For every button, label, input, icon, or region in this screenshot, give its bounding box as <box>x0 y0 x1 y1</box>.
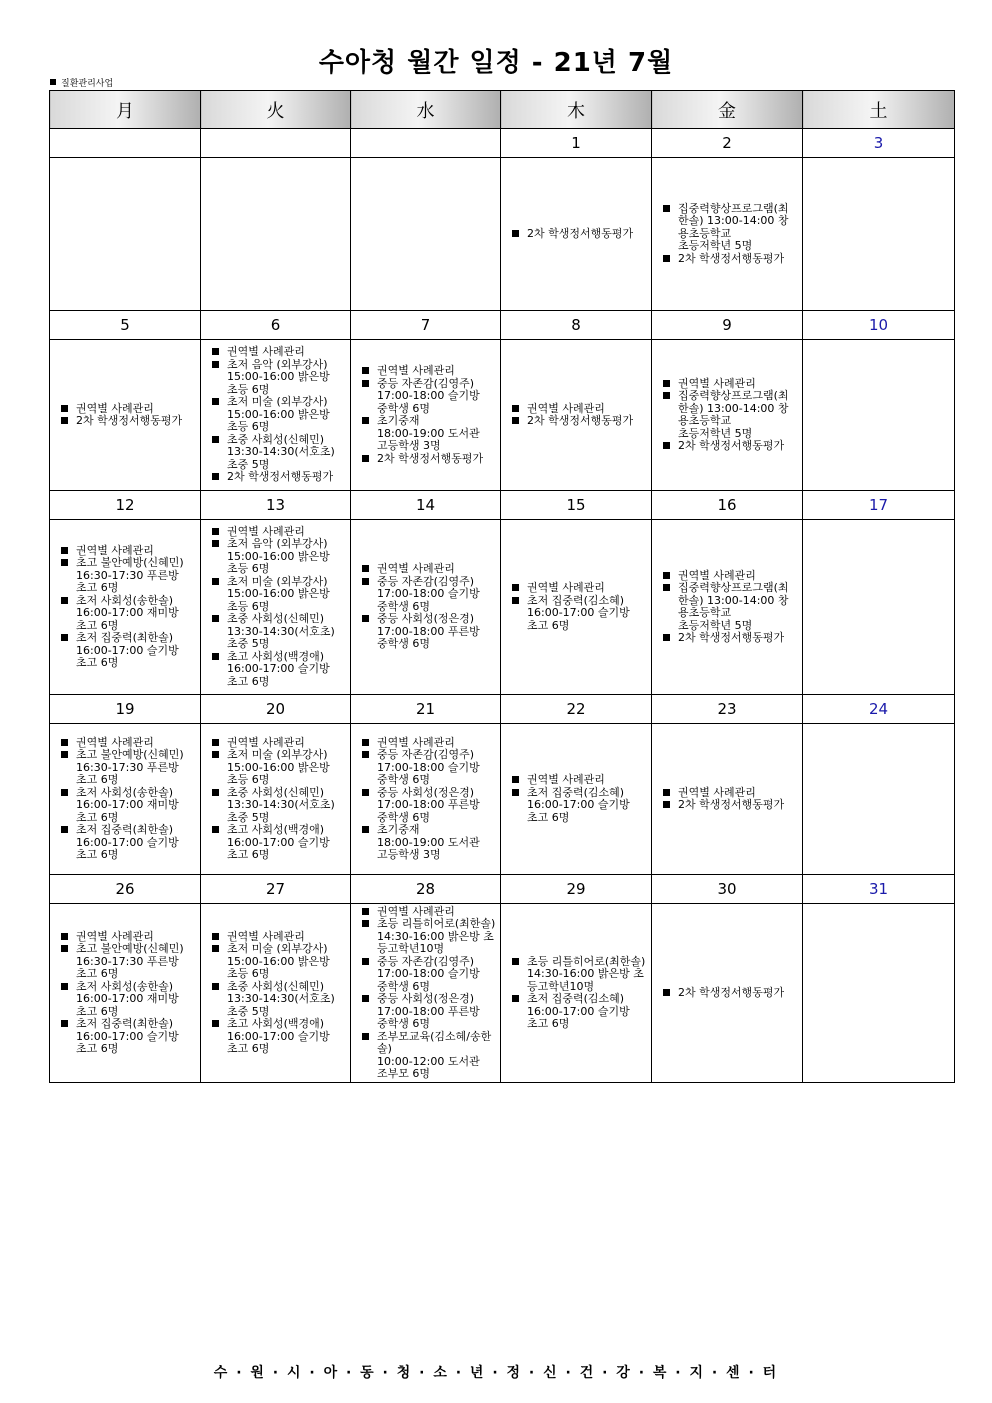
day-cell <box>803 520 955 695</box>
event-item: 권역별 사례관리 <box>509 403 647 416</box>
event-list <box>351 906 500 1081</box>
event-item: 2차 학생정서행동평가 <box>509 415 647 428</box>
event-item: 권역별 사례관리 <box>58 737 196 750</box>
event-item: 초저 미술 (외부강사) 15:00-16:00 밝은방 초등 6명 <box>209 396 346 434</box>
event-item: 2차 학생정서행동평가 <box>209 471 346 484</box>
event-item: 2차 학생정서행동평가 <box>660 987 798 1000</box>
day-number <box>201 129 351 158</box>
event-list <box>50 545 200 670</box>
events-row <box>50 520 955 695</box>
event-list <box>501 956 651 1031</box>
event-item: 권역별 사례관리 <box>509 582 647 595</box>
day-cell <box>50 158 201 311</box>
event-item: 초저 사회성(송한솔) 16:00-17:00 재미방 초고 6명 <box>58 595 196 633</box>
day-cell <box>803 724 955 875</box>
day-cell <box>652 158 803 311</box>
event-item: 초저 집중력(김소혜) 16:00-17:00 슬기방 초고 6명 <box>509 993 647 1031</box>
day-number: 13 <box>201 491 351 520</box>
event-item: 2차 학생정서행동평가 <box>58 415 196 428</box>
day-cell <box>201 904 351 1083</box>
day-cell <box>351 520 501 695</box>
day-cell <box>803 904 955 1083</box>
day-number: 23 <box>652 695 803 724</box>
day-cell <box>50 520 201 695</box>
day-number: 27 <box>201 875 351 904</box>
event-item: 권역별 사례관리 <box>58 403 196 416</box>
event-item: 초중 사회성(신혜민) 13:30-14:30(서호초) 초중 5명 <box>209 613 346 651</box>
event-item: 초중 사회성(신혜민) 13:30-14:30(서호초) 초중 5명 <box>209 981 346 1019</box>
day-cell <box>652 904 803 1083</box>
event-item: 초저 집중력(최한솔) 16:00-17:00 슬기방 초고 6명 <box>58 824 196 862</box>
weekday-header-row <box>50 91 955 129</box>
event-item: 권역별 사례관리 <box>660 787 798 800</box>
day-cell <box>652 724 803 875</box>
day-cell <box>351 340 501 491</box>
calendar-table <box>49 90 955 1083</box>
page-title: 수아청 월간 일정 - 21년 7월 <box>318 48 674 78</box>
day-number <box>351 129 501 158</box>
day-number: 5 <box>50 311 201 340</box>
event-item: 초저 음악 (외부강사) 15:00-16:00 밝은방 초등 6명 <box>209 359 346 397</box>
event-list <box>351 365 500 465</box>
weekday-header: 月 <box>50 91 201 129</box>
events-row <box>50 340 955 491</box>
calendar-body <box>50 129 955 1083</box>
day-number: 28 <box>351 875 501 904</box>
day-cell <box>201 520 351 695</box>
event-item: 집중력향상프로그램(최한솔) 13:00-14:00 창용초등학교 초등저학년 5명 <box>660 390 798 440</box>
day-cell <box>501 340 652 491</box>
event-list <box>50 931 200 1056</box>
event-item: 집중력향상프로그램(최한솔) 13:00-14:00 창용초등학교 초등저학년 5명 <box>660 203 798 253</box>
day-cell <box>50 904 201 1083</box>
event-list <box>201 737 350 862</box>
day-number: 9 <box>652 311 803 340</box>
events-row <box>50 158 955 311</box>
day-number <box>50 129 201 158</box>
event-item: 초저 사회성(송한솔) 16:00-17:00 재미방 초고 6명 <box>58 787 196 825</box>
event-item: 권역별 사례관리 <box>359 365 496 378</box>
day-number: 3 <box>803 129 955 158</box>
events-row <box>50 904 955 1083</box>
event-item: 권역별 사례관리 <box>209 931 346 944</box>
event-list <box>201 931 350 1056</box>
event-list <box>501 403 651 428</box>
event-item: 2차 학생정서행동평가 <box>660 799 798 812</box>
date-row <box>50 491 955 520</box>
day-number: 16 <box>652 491 803 520</box>
event-item: 중등 사회성(정은경) 17:00-18:00 푸른방 중학생 6명 <box>359 993 496 1031</box>
bullet-square-icon <box>50 79 56 85</box>
event-item: 중등 사회성(정은경) 17:00-18:00 푸른방 중학생 6명 <box>359 787 496 825</box>
day-cell <box>803 158 955 311</box>
event-item: 초저 집중력(최한솔) 16:00-17:00 슬기방 초고 6명 <box>58 632 196 670</box>
event-item: 초저 집중력(최한솔) 16:00-17:00 슬기방 초고 6명 <box>58 1018 196 1056</box>
weekday-header: 土 <box>803 91 955 129</box>
day-cell <box>50 340 201 491</box>
event-list <box>652 203 802 266</box>
weekday-header: 火 <box>201 91 351 129</box>
event-list <box>652 378 802 453</box>
event-list <box>351 737 500 862</box>
event-item: 권역별 사례관리 <box>359 906 496 919</box>
event-item: 2차 학생정서행동평가 <box>509 228 647 241</box>
day-cell <box>351 904 501 1083</box>
event-item: 권역별 사례관리 <box>209 737 346 750</box>
day-number: 24 <box>803 695 955 724</box>
day-number: 17 <box>803 491 955 520</box>
day-cell <box>803 340 955 491</box>
event-list <box>50 737 200 862</box>
day-number: 7 <box>351 311 501 340</box>
event-item: 권역별 사례관리 <box>359 737 496 750</box>
day-cell <box>501 904 652 1083</box>
event-item: 초기중재 18:00-19:00 도서관 고등학생 3명 <box>359 415 496 453</box>
event-item: 초저 집중력(김소혜) 16:00-17:00 슬기방 초고 6명 <box>509 787 647 825</box>
event-item: 초등 리틀히어로(최한솔) 14:30-16:00 밝은방 초등고학년10명 <box>509 956 647 994</box>
event-item: 중등 사회성(정은경) 17:00-18:00 푸른방 중학생 6명 <box>359 613 496 651</box>
event-item: 중등 자존감(김영주) 17:00-18:00 슬기방 중학생 6명 <box>359 749 496 787</box>
day-cell <box>201 158 351 311</box>
event-item: 권역별 사례관리 <box>660 570 798 583</box>
event-item: 초중 사회성(신혜민) 13:30-14:30(서호초) 초중 5명 <box>209 434 346 472</box>
day-cell <box>351 724 501 875</box>
event-item: 초저 미술 (외부강사) 15:00-16:00 밝은방 초등 6명 <box>209 943 346 981</box>
event-item: 초저 미술 (외부강사) 15:00-16:00 밝은방 초등 6명 <box>209 576 346 614</box>
event-item: 권역별 사례관리 <box>58 545 196 558</box>
event-item: 중등 자존감(김영주) 17:00-18:00 슬기방 중학생 6명 <box>359 576 496 614</box>
day-number: 19 <box>50 695 201 724</box>
event-item: 2차 학생정서행동평가 <box>660 253 798 266</box>
event-item: 권역별 사례관리 <box>660 378 798 391</box>
day-number: 26 <box>50 875 201 904</box>
day-number: 6 <box>201 311 351 340</box>
event-item: 권역별 사례관리 <box>209 526 346 539</box>
weekday-header: 木 <box>501 91 652 129</box>
event-item: 초저 사회성(송한솔) 16:00-17:00 재미방 초고 6명 <box>58 981 196 1019</box>
event-item: 권역별 사례관리 <box>509 774 647 787</box>
weekday-header: 水 <box>351 91 501 129</box>
legend-label: 질환관리사업 <box>61 79 114 89</box>
event-list <box>201 346 350 484</box>
day-cell <box>501 520 652 695</box>
event-item: 2차 학생정서행동평가 <box>660 440 798 453</box>
event-list <box>652 987 802 1000</box>
day-cell <box>351 158 501 311</box>
day-number: 20 <box>201 695 351 724</box>
event-list <box>501 774 651 824</box>
day-cell <box>50 724 201 875</box>
event-item: 초중 사회성(신혜민) 13:30-14:30(서호초) 초중 5명 <box>209 787 346 825</box>
event-item: 권역별 사례관리 <box>209 346 346 359</box>
day-number: 1 <box>501 129 652 158</box>
day-number: 14 <box>351 491 501 520</box>
day-cell <box>652 520 803 695</box>
day-number: 8 <box>501 311 652 340</box>
event-list <box>501 582 651 632</box>
day-cell <box>501 724 652 875</box>
day-cell <box>652 340 803 491</box>
events-row <box>50 724 955 875</box>
footer-organization: 수 · 원 · 시 · 아 · 동 · 청 · 소 · 년 · 정 · 신 · 건 · 강 · 복 · 지 · 센 · 터 <box>213 1365 779 1381</box>
event-item: 초고 사회성(백경애) 16:00-17:00 슬기방 초고 6명 <box>209 1018 346 1056</box>
date-row <box>50 875 955 904</box>
event-item: 초고 사회성(백경애) 16:00-17:00 슬기방 초고 6명 <box>209 824 346 862</box>
event-item: 초고 불안예방(신혜민) 16:30-17:30 푸른방 초고 6명 <box>58 749 196 787</box>
event-list <box>652 787 802 812</box>
event-item: 초저 집중력(김소혜) 16:00-17:00 슬기방 초고 6명 <box>509 595 647 633</box>
weekday-header: 金 <box>652 91 803 129</box>
event-item: 초기중재 18:00-19:00 도서관 고등학생 3명 <box>359 824 496 862</box>
day-number: 2 <box>652 129 803 158</box>
day-cell <box>501 158 652 311</box>
event-item: 초고 불안예방(신혜민) 16:30-17:30 푸른방 초고 6명 <box>58 943 196 981</box>
event-item: 2차 학생정서행동평가 <box>359 453 496 466</box>
day-number: 30 <box>652 875 803 904</box>
date-row <box>50 695 955 724</box>
date-row <box>50 129 955 158</box>
day-number: 29 <box>501 875 652 904</box>
event-item: 중등 자존감(김영주) 17:00-18:00 슬기방 중학생 6명 <box>359 956 496 994</box>
event-list <box>652 570 802 645</box>
date-row <box>50 311 955 340</box>
day-number: 22 <box>501 695 652 724</box>
event-item: 권역별 사례관리 <box>359 563 496 576</box>
event-item: 초저 음악 (외부강사) 15:00-16:00 밝은방 초등 6명 <box>209 538 346 576</box>
event-list <box>351 563 500 651</box>
event-item: 2차 학생정서행동평가 <box>660 632 798 645</box>
event-item: 초등 리틀히어로(최한솔) 14:30-16:00 밝은방 초등고학년10명 <box>359 918 496 956</box>
event-item: 중등 자존감(김영주) 17:00-18:00 슬기방 중학생 6명 <box>359 378 496 416</box>
event-item: 초고 불안예방(신혜민) 16:30-17:30 푸른방 초고 6명 <box>58 557 196 595</box>
day-cell <box>201 340 351 491</box>
event-item: 조부모교육(김소혜/송한솔) 10:00-12:00 도서관 조부모 6명 <box>359 1031 496 1081</box>
event-item: 초고 사회성(백경애) 16:00-17:00 슬기방 초고 6명 <box>209 651 346 689</box>
day-number: 31 <box>803 875 955 904</box>
event-list <box>50 403 200 428</box>
day-number: 10 <box>803 311 955 340</box>
event-list <box>201 526 350 689</box>
event-item: 초저 미술 (외부강사) 15:00-16:00 밝은방 초등 6명 <box>209 749 346 787</box>
day-cell <box>201 724 351 875</box>
event-list <box>501 228 651 241</box>
event-item: 권역별 사례관리 <box>58 931 196 944</box>
day-number: 15 <box>501 491 652 520</box>
event-item: 집중력향상프로그램(최한솔) 13:00-14:00 창용초등학교 초등저학년 5명 <box>660 582 798 632</box>
legend <box>50 76 113 89</box>
day-number: 12 <box>50 491 201 520</box>
day-number: 21 <box>351 695 501 724</box>
